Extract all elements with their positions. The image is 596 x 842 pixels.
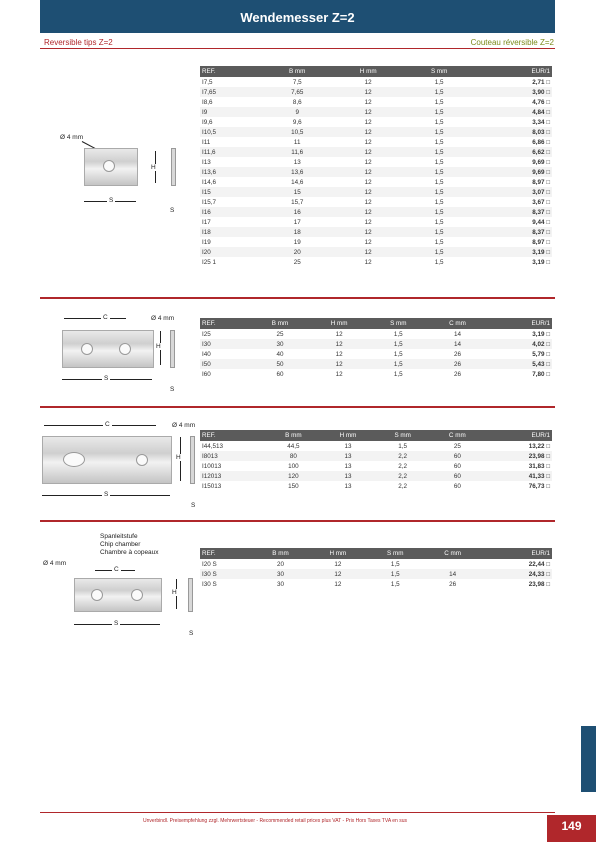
table-row bbox=[200, 207, 552, 217]
cell: I8,6 bbox=[202, 98, 213, 106]
column-header: S mm bbox=[376, 430, 430, 441]
cell: 23,98 □ bbox=[485, 451, 552, 461]
cell: I10,5 bbox=[200, 127, 262, 137]
reversible-tip-blade bbox=[42, 436, 172, 484]
cell: 1,5 bbox=[393, 370, 403, 378]
cell: I18 bbox=[200, 227, 262, 237]
c-label: C bbox=[114, 566, 119, 573]
cell: 1,5 bbox=[434, 138, 444, 146]
cell: 25 bbox=[453, 442, 461, 450]
cell: I20 bbox=[200, 247, 262, 257]
table-header-row bbox=[200, 430, 552, 441]
cell: 7,5 bbox=[292, 78, 302, 86]
cell: 44,5 bbox=[287, 442, 300, 450]
cell: 12 bbox=[364, 218, 372, 226]
table-header-row bbox=[200, 548, 552, 559]
table-row bbox=[200, 329, 552, 339]
cell: I40 bbox=[202, 350, 211, 358]
cell: 2,2 bbox=[376, 471, 430, 481]
cell: 12 bbox=[335, 350, 343, 358]
cell: I50 bbox=[200, 359, 251, 369]
diameter-label: Ø 4 mm bbox=[172, 422, 196, 429]
cell: 9,69 □ bbox=[532, 158, 550, 166]
cell: 1,5 bbox=[393, 330, 403, 338]
table-row bbox=[200, 87, 552, 97]
cell: 11,6 bbox=[262, 147, 332, 157]
cell: I8013 bbox=[200, 451, 266, 461]
diameter-label: Ø 4 mm bbox=[60, 134, 84, 141]
cell: 13 bbox=[344, 482, 352, 490]
cell: 12 bbox=[309, 569, 367, 579]
cell: 1,5 bbox=[434, 178, 444, 186]
column-header: S mm bbox=[367, 548, 424, 559]
cell: 1,5 bbox=[434, 118, 444, 126]
cell: 60 bbox=[453, 462, 461, 470]
table-row bbox=[200, 559, 552, 569]
cell: I25 bbox=[202, 330, 211, 338]
cell: 12 bbox=[332, 247, 404, 257]
table-header-row bbox=[200, 318, 552, 329]
cell: I15,7 bbox=[202, 198, 217, 206]
section-tab-marker bbox=[581, 726, 596, 792]
cell: 12 bbox=[334, 560, 342, 568]
reversible-tip-blade bbox=[84, 148, 138, 186]
cell: 1,5 bbox=[434, 98, 444, 106]
table-header-row bbox=[200, 66, 552, 77]
column-header: EUR/1 bbox=[487, 318, 552, 329]
mounting-hole bbox=[63, 452, 85, 467]
c-label: C bbox=[105, 421, 110, 428]
cell: I10013 bbox=[202, 462, 222, 470]
column-header: H mm bbox=[309, 318, 369, 329]
column-header: C mm bbox=[428, 318, 488, 329]
cell: 12 bbox=[332, 127, 404, 137]
column-header: REF. bbox=[200, 66, 262, 77]
cell bbox=[424, 559, 482, 569]
cell: 60 bbox=[430, 451, 485, 461]
spec-table-3 bbox=[200, 430, 552, 491]
cell: 8,6 bbox=[292, 98, 302, 106]
cell: 8,37 □ bbox=[474, 207, 552, 217]
column-header: EUR/1 bbox=[482, 548, 552, 559]
table-row bbox=[200, 167, 552, 177]
cell: 17 bbox=[293, 218, 301, 226]
cell: 11 bbox=[293, 138, 301, 146]
cell: 2,2 bbox=[398, 462, 408, 470]
spec-table-4 bbox=[200, 548, 552, 589]
cell: 12 bbox=[335, 330, 343, 338]
cell: 12 bbox=[364, 258, 372, 266]
footer-divider bbox=[40, 812, 555, 813]
mounting-hole bbox=[136, 454, 148, 466]
cell: I11 bbox=[202, 138, 211, 146]
cell: 1,5 bbox=[390, 580, 400, 588]
cell: I15013 bbox=[202, 482, 222, 490]
cell: 3,90 □ bbox=[474, 87, 552, 97]
cell: 3,19 □ bbox=[532, 330, 550, 338]
blade-side-view bbox=[170, 330, 175, 368]
cell: 16 bbox=[262, 207, 332, 217]
cell: 14 bbox=[428, 339, 488, 349]
cell: 5,43 □ bbox=[487, 359, 552, 369]
cell: 12 bbox=[332, 107, 404, 117]
cell: 8,97 □ bbox=[532, 178, 550, 186]
table-row bbox=[200, 217, 552, 227]
cell: 15 bbox=[262, 187, 332, 197]
cell: 60 bbox=[276, 370, 284, 378]
cell: 9,69 □ bbox=[474, 167, 552, 177]
reversible-tip-blade bbox=[74, 578, 162, 612]
cell: 3,19 □ bbox=[474, 247, 552, 257]
cell: I17 bbox=[202, 218, 211, 226]
cell: 13,22 □ bbox=[528, 442, 550, 450]
table-row bbox=[200, 157, 552, 167]
cell: 41,33 □ bbox=[485, 471, 552, 481]
cell: 8,97 □ bbox=[532, 238, 550, 246]
cell: 4,02 □ bbox=[487, 339, 552, 349]
cell: I44,513 bbox=[202, 442, 224, 450]
cell: 4,84 □ bbox=[474, 107, 552, 117]
cell: 1,5 bbox=[434, 258, 444, 266]
table-row bbox=[200, 359, 552, 369]
table-row bbox=[200, 77, 552, 87]
cell: 1,5 bbox=[404, 207, 474, 217]
cell: I9 bbox=[200, 107, 262, 117]
table-row bbox=[200, 257, 552, 267]
cell: I30 S bbox=[202, 580, 217, 588]
c-dimension-line bbox=[64, 318, 126, 319]
cell: 30 bbox=[252, 569, 309, 579]
width-label: S bbox=[104, 375, 109, 382]
cell: 26 bbox=[453, 350, 461, 358]
thickness-label: S bbox=[191, 502, 196, 509]
column-header: C mm bbox=[430, 430, 485, 441]
cell: 1,5 bbox=[434, 218, 444, 226]
cell: 1,5 bbox=[434, 238, 444, 246]
cell: 1,5 bbox=[404, 187, 474, 197]
cell: I11,6 bbox=[200, 147, 262, 157]
column-header: S mm bbox=[404, 66, 474, 77]
cell: 12 bbox=[332, 167, 404, 177]
cell: 12 bbox=[364, 178, 372, 186]
spec-table-1 bbox=[200, 66, 552, 267]
cell: I12013 bbox=[200, 471, 266, 481]
cell: 12 bbox=[309, 339, 369, 349]
cell: 30 bbox=[251, 339, 310, 349]
height-label: H bbox=[151, 164, 156, 171]
cell: 1,5 bbox=[404, 227, 474, 237]
column-header: B mm bbox=[262, 66, 332, 77]
table-row bbox=[200, 117, 552, 127]
cell: I60 bbox=[202, 370, 211, 378]
column-header: H mm bbox=[320, 430, 375, 441]
cell: 9,44 □ bbox=[532, 218, 550, 226]
cell: 1,5 bbox=[367, 569, 424, 579]
cell: 20 bbox=[262, 247, 332, 257]
cell: 6,86 □ bbox=[532, 138, 550, 146]
table-row bbox=[200, 349, 552, 359]
cell: 60 bbox=[453, 482, 461, 490]
spec-table-2 bbox=[200, 318, 552, 379]
cell: 18 bbox=[262, 227, 332, 237]
cell: 40 bbox=[276, 350, 284, 358]
table-row bbox=[200, 197, 552, 207]
table-row bbox=[200, 237, 552, 247]
cell: 3,19 □ bbox=[532, 258, 550, 266]
cell: I15 bbox=[200, 187, 262, 197]
width-label: S bbox=[104, 491, 109, 498]
cell: 1,5 bbox=[404, 107, 474, 117]
diameter-label: Ø 4 mm bbox=[43, 560, 67, 567]
cell: 24,33 □ bbox=[482, 569, 552, 579]
cell: I30 S bbox=[200, 569, 252, 579]
subtitle-english: Reversible tips Z=2 bbox=[44, 38, 113, 47]
column-header: REF. bbox=[200, 318, 251, 329]
column-header: B mm bbox=[251, 318, 310, 329]
cell: I7,5 bbox=[202, 78, 213, 86]
table-row bbox=[200, 339, 552, 349]
page-title: Wendemesser Z=2 bbox=[40, 0, 555, 33]
column-header: H mm bbox=[332, 66, 404, 77]
cell: 9,6 bbox=[292, 118, 302, 126]
cell: 100 bbox=[288, 462, 299, 470]
table-row bbox=[200, 97, 552, 107]
column-header: S mm bbox=[369, 318, 428, 329]
cell: 60 bbox=[430, 471, 485, 481]
width-label: S bbox=[114, 620, 119, 627]
cell: 13 bbox=[293, 158, 301, 166]
cell: 13,6 bbox=[262, 167, 332, 177]
cell: 1,5 bbox=[434, 78, 444, 86]
cell: 6,62 □ bbox=[474, 147, 552, 157]
cell: 12 bbox=[332, 207, 404, 217]
diameter-label: Ø 4 mm bbox=[151, 315, 175, 322]
mounting-hole bbox=[119, 343, 131, 355]
cell: 12 bbox=[334, 580, 342, 588]
cell: 4,76 □ bbox=[532, 98, 550, 106]
cell: 5,79 □ bbox=[532, 350, 550, 358]
cell: 12 bbox=[332, 87, 404, 97]
thickness-label: S bbox=[170, 386, 175, 393]
cell: 50 bbox=[251, 359, 310, 369]
cell: 1,5 bbox=[404, 247, 474, 257]
cell: 1,5 bbox=[393, 350, 403, 358]
cell: 2,71 □ bbox=[532, 78, 550, 86]
table-row bbox=[200, 369, 552, 379]
chip-chamber-label bbox=[100, 533, 159, 557]
cell: 3,67 □ bbox=[532, 198, 550, 206]
height-label: H bbox=[176, 454, 181, 461]
cell: 13 bbox=[320, 471, 375, 481]
cell: 30 bbox=[276, 580, 284, 588]
cell: 12 bbox=[364, 98, 372, 106]
cell: 15,7 bbox=[291, 198, 304, 206]
cell: 2,2 bbox=[398, 482, 408, 490]
cell: 1,5 bbox=[398, 442, 408, 450]
table-row bbox=[200, 247, 552, 257]
cell: 80 bbox=[266, 451, 320, 461]
cell: 2,2 bbox=[376, 451, 430, 461]
table-row bbox=[200, 177, 552, 187]
cell: 1,5 bbox=[404, 167, 474, 177]
c-dimension-line bbox=[44, 425, 156, 426]
cell: 13 bbox=[320, 451, 375, 461]
c-label: C bbox=[103, 314, 108, 321]
cell: 1,5 bbox=[369, 359, 428, 369]
cell: 13 bbox=[344, 462, 352, 470]
cell: 1,5 bbox=[390, 560, 400, 568]
cell: 25 bbox=[276, 330, 284, 338]
cell: 26 bbox=[453, 370, 461, 378]
cell: I13 bbox=[202, 158, 211, 166]
height-label: H bbox=[156, 343, 161, 350]
thickness-label: S bbox=[189, 630, 194, 637]
cell: I30 bbox=[200, 339, 251, 349]
chip-chamber-de: Spanleitstufe bbox=[100, 533, 138, 540]
section-divider bbox=[40, 406, 555, 408]
cell: 1,5 bbox=[404, 87, 474, 97]
cell: 1,5 bbox=[434, 198, 444, 206]
column-header: B mm bbox=[252, 548, 309, 559]
cell: 1,5 bbox=[404, 147, 474, 157]
chip-chamber-en: Chip chamber bbox=[100, 541, 141, 548]
cell: 1,5 bbox=[369, 339, 428, 349]
blade-side-view bbox=[188, 578, 193, 612]
section-divider bbox=[40, 520, 555, 522]
table-row bbox=[200, 441, 552, 451]
table-row bbox=[200, 227, 552, 237]
table-row bbox=[200, 471, 552, 481]
cell: 7,65 bbox=[262, 87, 332, 97]
thickness-label: S bbox=[170, 207, 175, 214]
table-row bbox=[200, 579, 552, 589]
cell: 120 bbox=[266, 471, 320, 481]
table-row bbox=[200, 569, 552, 579]
cell: 12 bbox=[364, 238, 372, 246]
column-header: EUR/1 bbox=[485, 430, 552, 441]
cell: I14,6 bbox=[202, 178, 217, 186]
footer-note: Unverbindl. Preisempfehlung zzgl. Mehrwertsteuer - Recommended retail prices plus VAT - Prix Hors Taxes TVA en sus bbox=[143, 818, 407, 824]
cell: I13,6 bbox=[200, 167, 262, 177]
cell: 25 bbox=[293, 258, 301, 266]
cell: 1,5 bbox=[404, 127, 474, 137]
cell: 12 bbox=[332, 187, 404, 197]
mounting-hole bbox=[103, 160, 115, 172]
cell: I7,65 bbox=[200, 87, 262, 97]
section-divider bbox=[40, 297, 555, 299]
width-label: S bbox=[109, 197, 114, 204]
blade-side-view bbox=[190, 436, 195, 484]
cell: 19 bbox=[293, 238, 301, 246]
cell: 3,07 □ bbox=[474, 187, 552, 197]
cell: 13 bbox=[344, 442, 352, 450]
subtitle-french: Couteau réversible Z=2 bbox=[470, 38, 554, 47]
cell: 26 bbox=[428, 359, 488, 369]
header-divider bbox=[40, 48, 555, 49]
mounting-hole bbox=[91, 589, 103, 601]
cell: 14,6 bbox=[291, 178, 304, 186]
cell: 12 bbox=[364, 158, 372, 166]
cell: 12 bbox=[364, 198, 372, 206]
height-label: H bbox=[172, 589, 177, 596]
cell: 9 bbox=[262, 107, 332, 117]
cell: 8,37 □ bbox=[474, 227, 552, 237]
column-header: B mm bbox=[266, 430, 320, 441]
table-row bbox=[200, 451, 552, 461]
column-header: REF. bbox=[200, 430, 266, 441]
cell: I16 bbox=[200, 207, 262, 217]
cell: 10,5 bbox=[262, 127, 332, 137]
cell: 3,34 □ bbox=[532, 118, 550, 126]
blade-side-view bbox=[171, 148, 176, 186]
table-row bbox=[200, 147, 552, 157]
page-number: 149 bbox=[547, 815, 596, 842]
cell: 22,44 □ bbox=[528, 560, 550, 568]
table-row bbox=[200, 137, 552, 147]
cell: 7,80 □ bbox=[532, 370, 550, 378]
cell: I19 bbox=[202, 238, 211, 246]
cell: 12 bbox=[335, 370, 343, 378]
cell: 12 bbox=[364, 78, 372, 86]
column-header: REF. bbox=[200, 548, 252, 559]
cell: 26 bbox=[449, 580, 457, 588]
column-header: EUR/1 bbox=[474, 66, 552, 77]
column-header: C mm bbox=[424, 548, 482, 559]
table-row bbox=[200, 481, 552, 491]
cell: 14 bbox=[453, 330, 461, 338]
cell: 31,83 □ bbox=[528, 462, 550, 470]
cell: 12 bbox=[364, 118, 372, 126]
mounting-hole bbox=[81, 343, 93, 355]
cell: 8,03 □ bbox=[474, 127, 552, 137]
cell: 14 bbox=[424, 569, 482, 579]
cell: 12 bbox=[309, 359, 369, 369]
cell: I9,6 bbox=[202, 118, 213, 126]
column-header: H mm bbox=[309, 548, 367, 559]
cell: 76,73 □ bbox=[528, 482, 550, 490]
cell: I20 S bbox=[202, 560, 217, 568]
cell: 150 bbox=[288, 482, 299, 490]
cell: 12 bbox=[364, 138, 372, 146]
cell: 12 bbox=[332, 147, 404, 157]
table-row bbox=[200, 107, 552, 117]
cell: 12 bbox=[332, 227, 404, 237]
cell: 23,98 □ bbox=[528, 580, 550, 588]
mounting-hole bbox=[131, 589, 143, 601]
cell: I25 1 bbox=[202, 258, 217, 266]
cell: 1,5 bbox=[434, 158, 444, 166]
reversible-tip-blade bbox=[62, 330, 154, 368]
table-row bbox=[200, 127, 552, 137]
table-row bbox=[200, 461, 552, 471]
table-row bbox=[200, 187, 552, 197]
cell: 20 bbox=[276, 560, 284, 568]
chip-chamber-fr: Chambre à copeaux bbox=[100, 549, 159, 556]
